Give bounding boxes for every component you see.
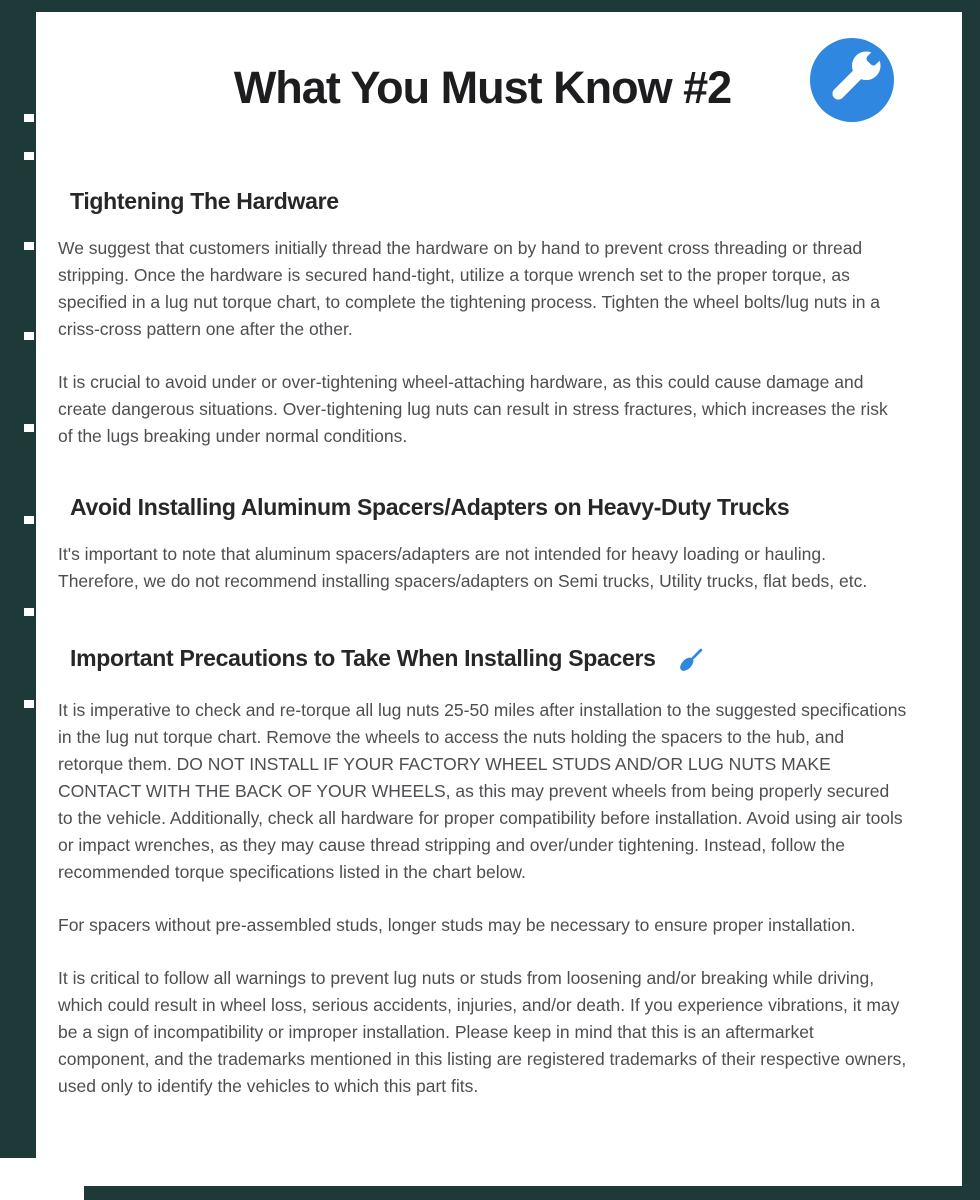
frame-border-left [0,0,36,1158]
frame-notch [24,516,34,524]
section-important-precautions [58,639,907,1100]
frame-notch [24,114,34,122]
section-heading-text: Important Precautions to Take When Installing Spacers [70,644,656,671]
frame-notch [24,332,34,340]
wrench-icon [810,38,894,122]
screwdriver-icon [674,643,708,677]
section-heading-text: Avoid Installing Aluminum Spacers/Adapters on Heavy-Duty Trucks [70,494,790,520]
frame-notch [24,608,34,616]
paragraph: It is imperative to check and re-torque all lug nuts 25-50 miles after installation to the suggested specifications in the lug nut torque chart. Remove the wheels to access the nuts holding the spacers to the hub, and retorque them. DO NOT INSTALL IF YOUR FACTORY WHEEL STUDS AND/OR LUG NUTS MAKE CONTACT WITH THE BACK OF YOUR WHEELS, as this may prevent wheels from being properly secured to the vehicle. Additionally, check all hardware for proper compatibility before installation. Avoid using air tools or impact wrenches, as they may cause thread stripping and over/under tightening. Instead, follow the recommended torque specifications listed in the chart below. [58,700,907,882]
paragraph: For spacers without pre-assembled studs, longer studs may be necessary to ensure proper installation. [58,915,856,935]
section-avoid-aluminum-spacers [58,494,907,595]
paragraph: We suggest that customers initially thread the hardware on by hand to prevent cross threading or thread stripping. Once the hardware is secured hand-tight, utilize a torque wrench set to the proper torque, as specified in a lug nut torque chart, to complete the tightening process. Tighten the wheel bolts/lug nuts in a criss-cross pattern one after the other. [58,238,881,339]
section-heading [70,494,907,521]
paragraph: It's important to note that aluminum spacers/adapters are not intended for heavy loading or hauling. Therefore, we do not recommend installing spacers/adapters on Semi trucks, Utility trucks, flat beds, etc. [58,544,868,591]
section-heading [70,188,907,215]
frame-notch [24,424,34,432]
section-tightening-hardware [58,188,907,450]
page-title: What You Must Know #2 [233,62,732,113]
section-heading [70,639,907,677]
page-header [58,12,907,144]
frame-notch [24,242,34,250]
paragraph: It is crucial to avoid under or over-tightening wheel-attaching hardware, as this could cause damage and create dangerous situations. Over-tightening lug nuts can result in stress fractures, which increases the risk of the lugs breaking under normal conditions. [58,372,888,446]
frame-notch [24,152,34,160]
frame-border-bottom [84,1186,980,1200]
frame-border-right [962,0,980,1200]
frame-notch [24,700,34,708]
frame-border-top [0,0,980,12]
paragraph: It is critical to follow all warnings to prevent lug nuts or studs from loosening and/or breaking while driving, which could result in wheel loss, serious accidents, injuries, and/or death. If you experience vibrations, it may be a sign of incompatibility or improper installation. Please keep in mind that this is an aftermarket component, and the trademarks mentioned in this listing are registered trademarks of their respective owners, used only to identify the vehicles to which this part fits. [58,968,907,1096]
document-page [36,12,962,1186]
section-heading-text: Tightening The Hardware [70,188,339,214]
